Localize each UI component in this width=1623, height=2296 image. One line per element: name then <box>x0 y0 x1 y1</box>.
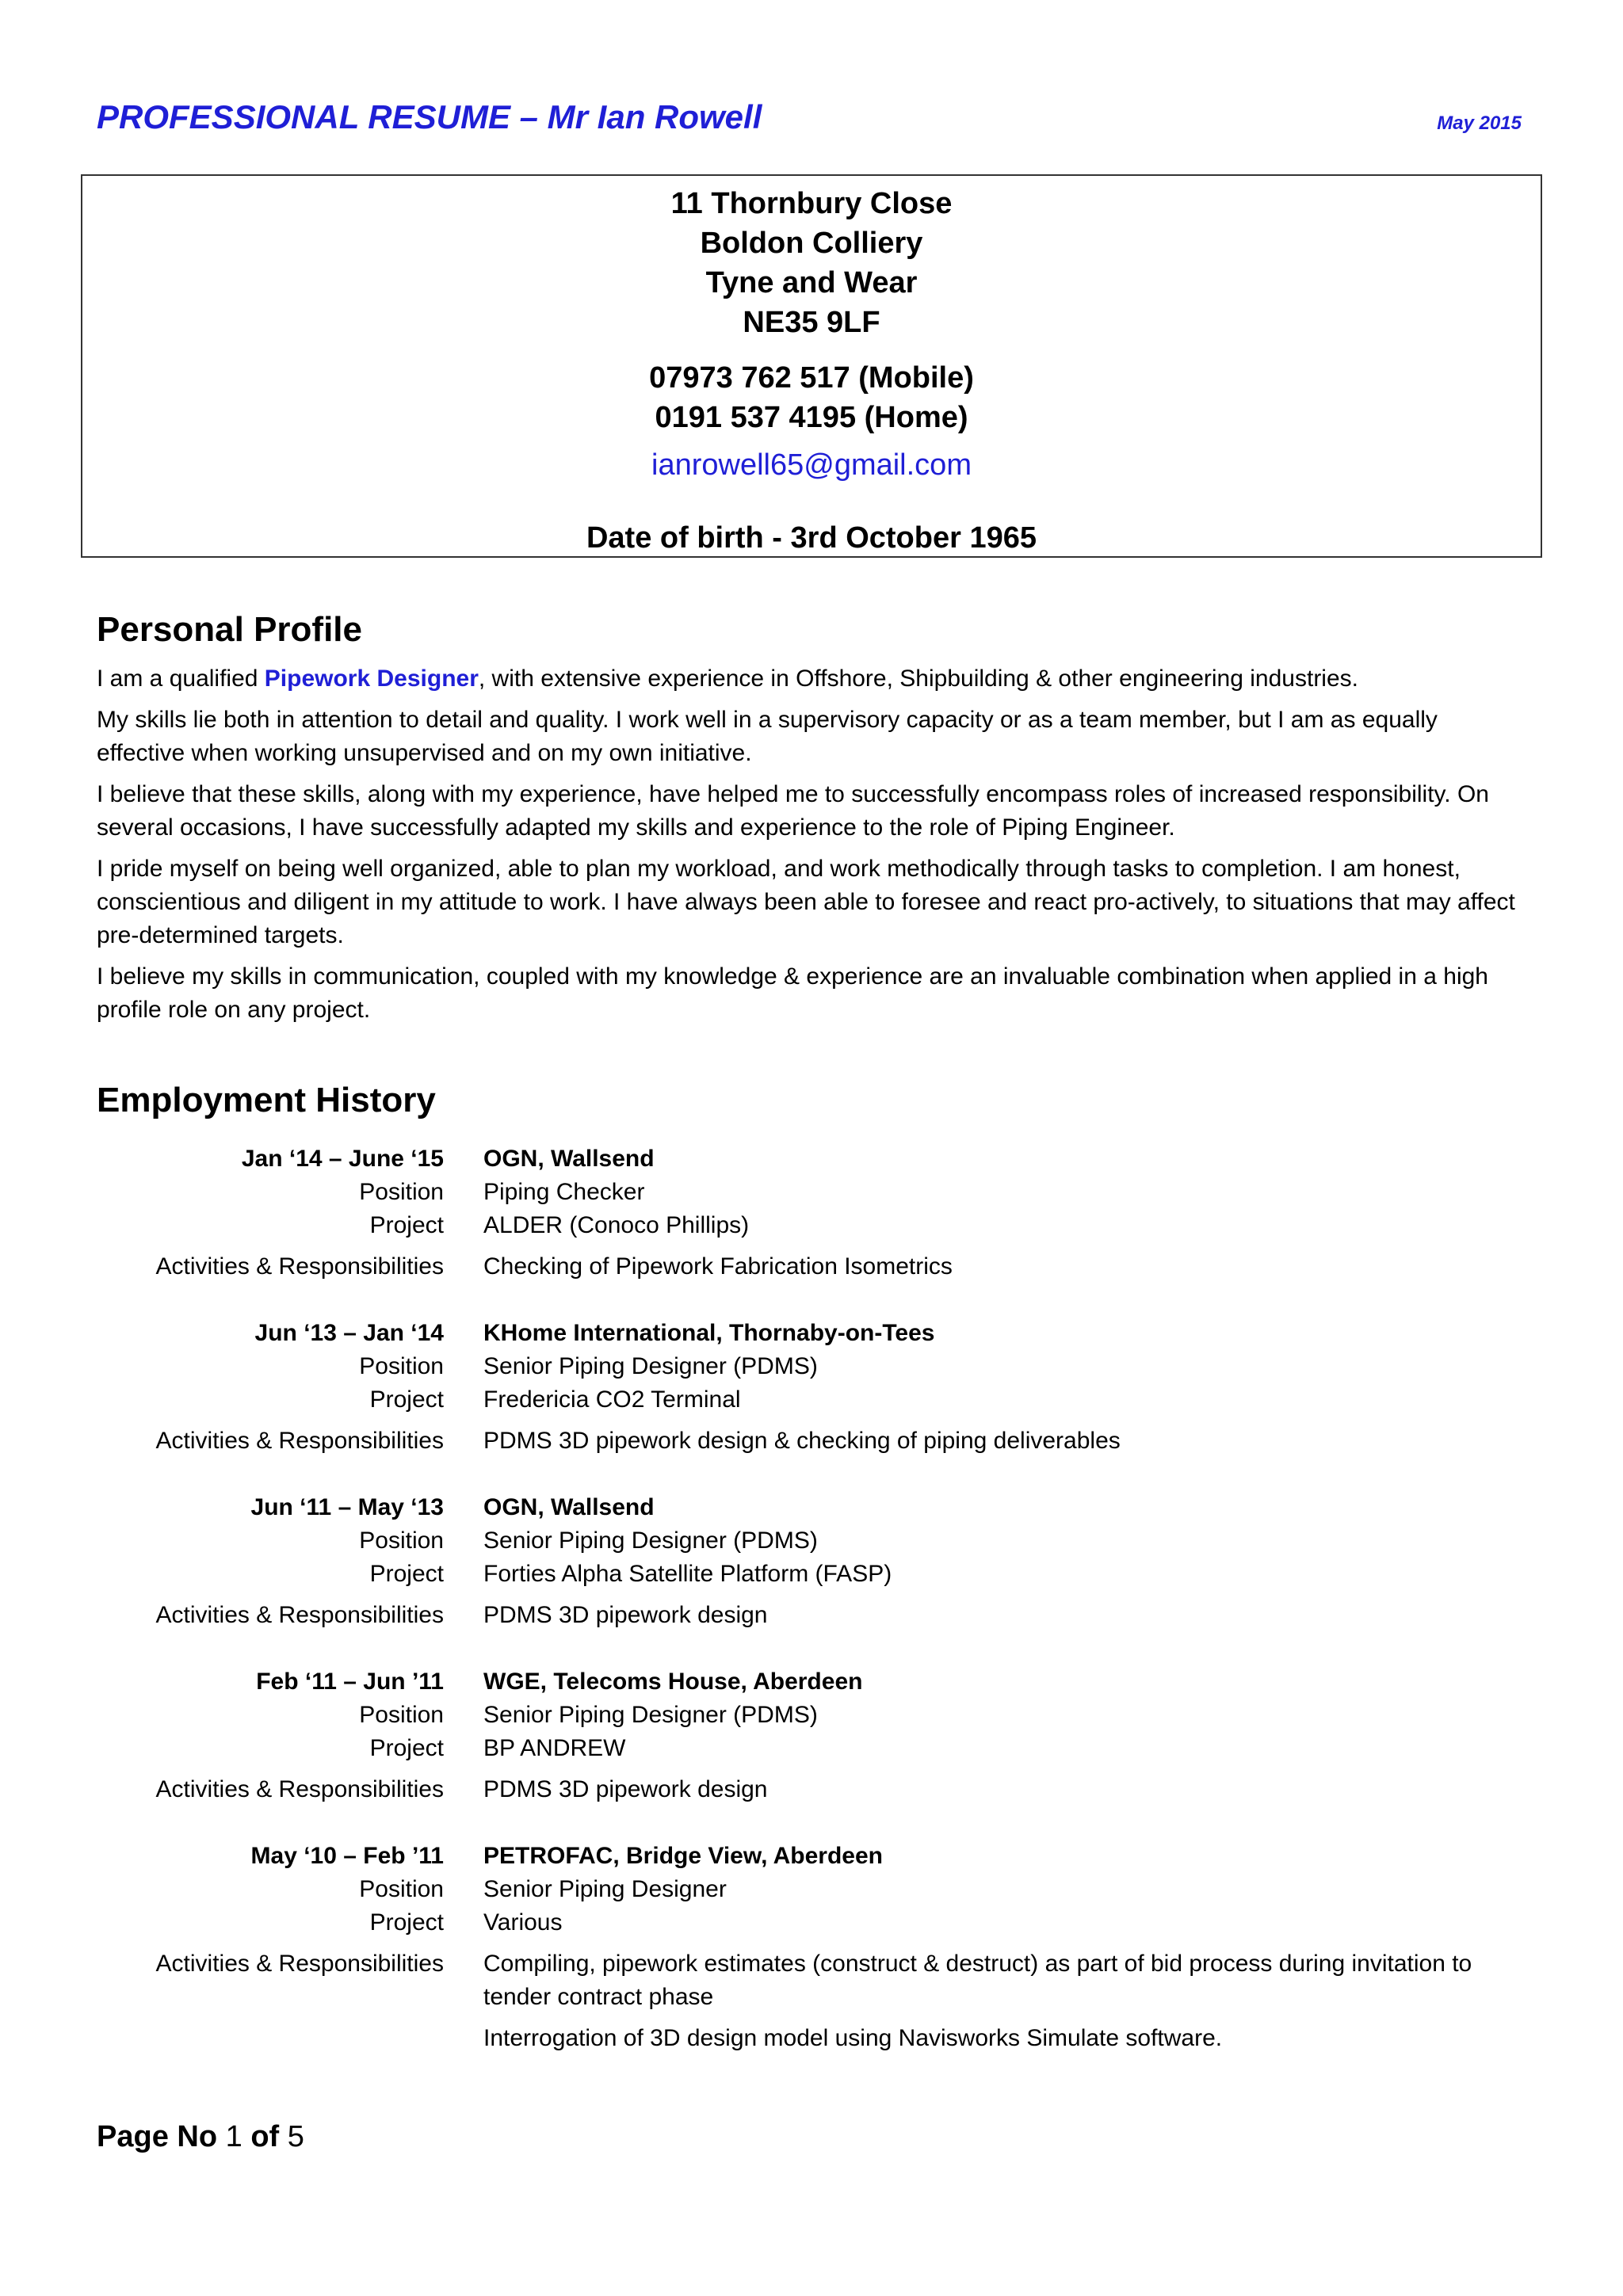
address-line-1: 11 Thornbury Close <box>670 187 953 220</box>
personal-profile-text <box>97 662 1531 1035</box>
job-activity: PDMS 3D pipework design & checking of piping deliverables <box>483 1428 1121 1454</box>
job-activity: Checking of Pipework Fabrication Isometrics <box>483 1253 953 1280</box>
job-position: Senior Piping Designer <box>483 1876 727 1902</box>
job-activity: PDMS 3D pipework design <box>483 1776 768 1802</box>
job-project: Forties Alpha Satellite Platform (FASP) <box>483 1561 892 1587</box>
page-label: Page No <box>97 2120 218 2153</box>
profile-p1-pre: I am a qualified <box>97 666 265 692</box>
job-dates: Jun ‘13 – Jan ‘14 <box>254 1320 444 1346</box>
activities-label: Activities & Responsibilities <box>155 1428 444 1454</box>
job-entry <box>0 1840 1623 2055</box>
address-line-4: NE35 9LF <box>743 306 880 339</box>
project-label: Project <box>369 1561 444 1587</box>
position-label: Position <box>359 1527 444 1554</box>
profile-paragraph-5: I believe my skills in communication, coupled with my knowledge & experience are an invaluable combination when applied in a high profile role on any project. <box>97 963 1488 1023</box>
job-position: Senior Piping Designer (PDMS) <box>483 1527 818 1554</box>
profile-paragraph-4: I pride myself on being well organized, able to plan my workload, and work methodically through tasks to completion. I am honest, conscientious and diligent in my attitude to work. I have always been able to foresee and react pro-actively, to situations that may affect pre-determined targets. <box>97 856 1515 948</box>
job-company: OGN, Wallsend <box>483 1146 655 1172</box>
job-entry <box>0 1491 1623 1632</box>
profile-paragraph-2: My skills lie both in attention to detail and quality. I work well in a supervisory capacity or as a team member, but I am as equally effective when working unsupervised and on my own initiative. <box>97 707 1438 766</box>
job-company: PETROFAC, Bridge View, Aberdeen <box>483 1843 883 1869</box>
profile-p1-post: , with extensive experience in Offshore, Shipbuilding & other engineering industries. <box>478 666 1358 692</box>
address-line-3: Tyne and Wear <box>705 266 918 299</box>
job-project: BP ANDREW <box>483 1735 626 1761</box>
job-project: ALDER (Conoco Phillips) <box>483 1212 750 1238</box>
personal-profile-heading: Personal Profile <box>97 610 363 649</box>
job-activity: Compiling, pipework estimates (construct & destruct) as part of bid process during invitation to tender contract phase <box>483 1951 1472 2010</box>
position-label: Position <box>359 1353 444 1379</box>
job-company: OGN, Wallsend <box>483 1494 655 1520</box>
profile-paragraph-1 <box>97 662 1531 696</box>
activities-label: Activities & Responsibilities <box>155 1951 444 1977</box>
project-label: Project <box>369 1212 444 1238</box>
page-total: 5 <box>287 2120 304 2153</box>
position-label: Position <box>359 1876 444 1902</box>
profile-paragraph-3: I believe that these skills, along with my experience, have helped me to successfully encompass roles of increased responsibility. On several occasions, I have successfully adapted my skills and experience to the role of Piping Engineer. <box>97 781 1489 841</box>
job-project: Fredericia CO2 Terminal <box>483 1386 741 1413</box>
date-of-birth: Date of birth - 3rd October 1965 <box>586 521 1037 555</box>
highlight-pipework-designer: Pipework Designer <box>264 666 479 692</box>
activities-label: Activities & Responsibilities <box>155 1253 444 1280</box>
project-label: Project <box>369 1735 444 1761</box>
job-dates: May ‘10 – Feb ’11 <box>250 1843 444 1869</box>
page-number <box>97 2120 304 2154</box>
email-link[interactable]: ianrowell65@gmail.com <box>651 448 972 482</box>
job-activity: Interrogation of 3D design model using Navisworks Simulate software. <box>483 2025 1223 2051</box>
activities-label: Activities & Responsibilities <box>155 1602 444 1628</box>
project-label: Project <box>369 1386 444 1413</box>
job-dates: Jun ‘11 – May ‘13 <box>250 1494 444 1520</box>
job-entry <box>0 1142 1623 1283</box>
job-entry <box>0 1665 1623 1806</box>
job-position: Senior Piping Designer (PDMS) <box>483 1353 818 1379</box>
job-position: Senior Piping Designer (PDMS) <box>483 1702 818 1728</box>
home-phone: 0191 537 4195 (Home) <box>655 401 968 434</box>
position-label: Position <box>359 1702 444 1728</box>
job-position: Piping Checker <box>483 1179 645 1205</box>
address-line-2: Boldon Colliery <box>700 227 923 260</box>
resume-date: May 2015 <box>1437 113 1522 134</box>
page-current: 1 <box>225 2120 242 2153</box>
contact-box <box>81 174 1542 558</box>
page-of-label: of <box>250 2120 280 2153</box>
job-company: WGE, Telecoms House, Aberdeen <box>483 1669 863 1695</box>
employment-history-heading: Employment History <box>97 1081 436 1119</box>
job-entry <box>0 1317 1623 1458</box>
position-label: Position <box>359 1179 444 1205</box>
job-project: Various <box>483 1909 563 1936</box>
activities-label: Activities & Responsibilities <box>155 1776 444 1802</box>
resume-title: PROFESSIONAL RESUME – Mr Ian Rowell <box>97 98 762 135</box>
job-activity: PDMS 3D pipework design <box>483 1602 768 1628</box>
job-dates: Feb ‘11 – Jun ’11 <box>256 1669 444 1695</box>
mobile-phone: 07973 762 517 (Mobile) <box>649 361 974 395</box>
job-company: KHome International, Thornaby-on-Tees <box>483 1320 935 1346</box>
project-label: Project <box>369 1909 444 1936</box>
job-dates: Jan ‘14 – June ‘15 <box>241 1146 444 1172</box>
